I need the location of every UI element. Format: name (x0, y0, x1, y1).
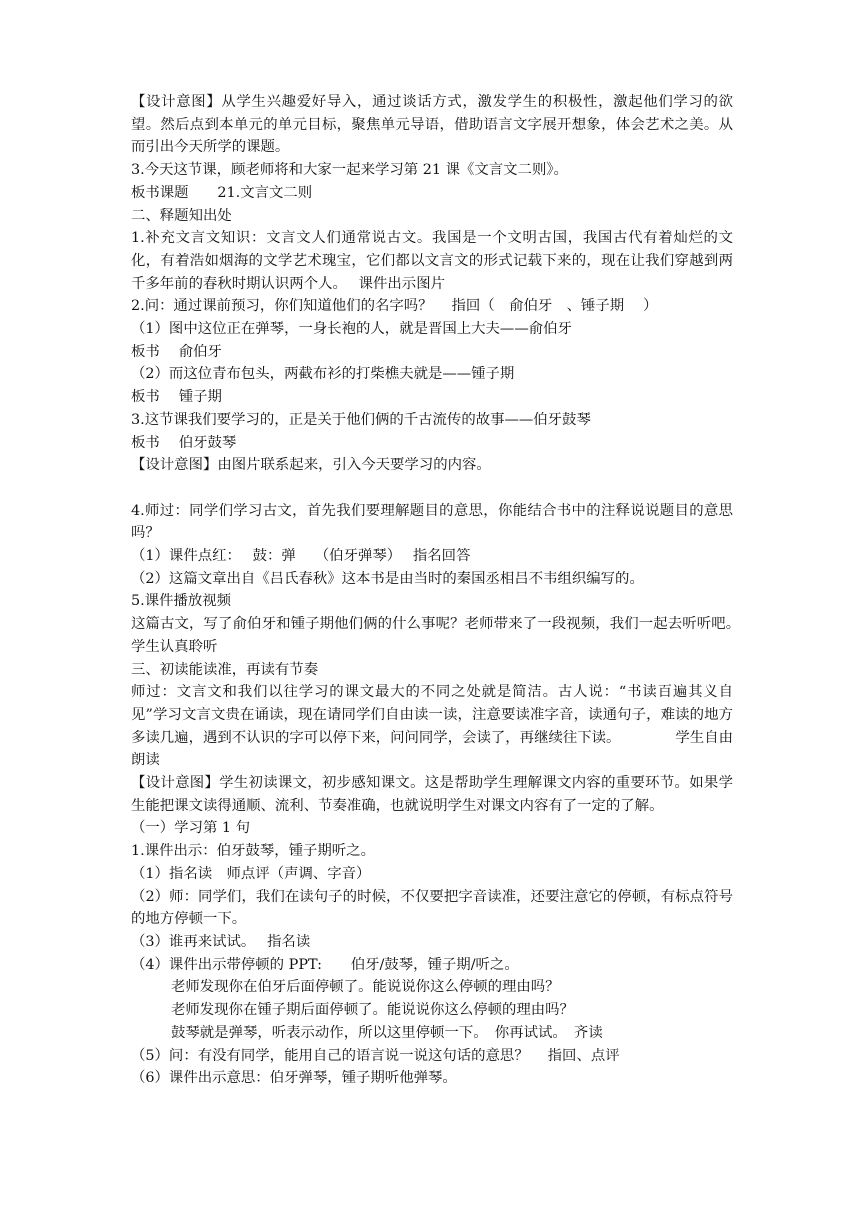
blackboard-line: 板书 俞伯牙 (131, 343, 222, 360)
design-intent-2: 【设计意图】由图片联系起来，引入今天要学习的内容。 (131, 457, 491, 474)
design-intent-3: 【设计意图】学生初读课文，初步感知课文。这是帮助学生理解课文内容的重要环节。如果学生能把课文读得通顺、流利、节奏准确，也就说明学生对课文内容有了一定的了解。 (131, 775, 733, 814)
indented-line: 鼓琴就是弹琴，听表示动作，所以这里停顿一下。 你再试试。 齐读 (171, 1024, 603, 1041)
text-line: （5）问：有没有同学，能用自己的语言说一说这句话的意思？ 指回、点评 (131, 1047, 620, 1064)
blank-line (131, 477, 733, 500)
text-line: （3）谁再来试试。 指名读 (131, 934, 311, 950)
indented-line: 老师发现你在伯牙后面停顿了。能说说你这么停顿的理由吗？ (171, 979, 560, 996)
section-heading: 二、释题知出处 (131, 207, 232, 224)
text-line: 1.课件出示：伯牙鼓琴，锺子期听之。 (131, 843, 375, 860)
subsection-heading: （一）学习第 1 句 (131, 820, 251, 837)
text-line: 3.今天这节课，顾老师将和大家一起来学习第 21 课《文言文二则》。 (131, 162, 568, 179)
text-line: （4）课件出示带停顿的 PPT: 伯牙/鼓琴，锺子期/听之。 (131, 956, 519, 973)
text-line: （1）指名读 师点评（声调、字音） (131, 865, 371, 882)
text-line: （2）这篇文章出自《吕氏春秋》这本书是由当时的秦国丞相吕不韦组织编写的。 (131, 570, 644, 587)
blackboard-title: 板书课题 21.文言文二则 (131, 184, 313, 201)
section-heading: 三、初读能读准，再读有节奏 (131, 661, 319, 678)
document-body (131, 91, 805, 1090)
text-paragraph: （2）师：同学们，我们在读句子的时候，不仅要把字音读准，还要注意它的停顿，有标点符号的地方停顿一下。 (131, 888, 733, 928)
design-intent-1: 【设计意图】从学生兴趣爱好导入，通过谈话方式，激发学生的积极性，激起他们学习的欲望。然后点到本单元的单元目标，聚焦单元导语，借助语言文字展开想象，体会艺术之美。从而引出今天所学的课题。 (131, 94, 733, 156)
text-paragraph: 4.师过：同学们学习古文，首先我们要理解题目的意思，你能结合书中的注释说说题目的意思吗？ (131, 502, 733, 542)
text-paragraph: 这篇古文，写了俞伯牙和锺子期他们俩的什么事呢？老师带来了一段视频，我们一起去听听吧。 学生认真聆听 (131, 616, 805, 655)
text-paragraph: 1.补充文言文知识：文言文人们通常说古文。我国是一个文明古国，我国古代有着灿烂的文化，有着浩如烟海的文学艺术瑰宝，它们都以文言文的形式记载下来的，现在让我们穿越到两千多年前的春秋时期认识两个人。 课件出示图片 (131, 230, 733, 292)
blackboard-line: 板书 锺子期 (131, 389, 222, 406)
blackboard-line: 板书 伯牙鼓琴 (131, 434, 237, 451)
text-line: （1）课件点红： 鼓：弹 （伯牙弹琴） 指名回答 (131, 548, 471, 565)
text-paragraph: 师过：文言文和我们以往学习的课文最大的不同之处就是简洁。古人说：“书读百遍其义自见”学习文言文贵在诵读，现在请同学们自由读一读，注意要读准字音，读通句子，难读的地方多读几遍，遇到不认识的字可以停下来，问问同学，会读了，再继续往下读。 学生自由朗读 (131, 684, 733, 769)
text-line: （6）课件出示意思：伯牙弹琴，锺子期听他弹琴。 (131, 1070, 457, 1087)
indented-line: 老师发现你在锺子期后面停顿了。能说说你这么停顿的理由吗？ (171, 1002, 574, 1019)
text-line: （1）图中这位正在弹琴，一身长袍的人，就是晋国上大夫——俞伯牙 (131, 321, 572, 338)
text-line: 2.问：通过课前预习，你们知道他们的名字吗？ 指回（ 俞伯牙 、锤子期 ） (131, 298, 658, 315)
text-line: 3.这节课我们要学习的，正是关于他们俩的千古流传的故事——伯牙鼓琴 (131, 411, 591, 428)
text-line: （2）而这位青布包头，两截布衫的打柴樵夫就是——锺子期 (131, 366, 515, 383)
text-line: 5.课件播放视频 (131, 593, 232, 610)
